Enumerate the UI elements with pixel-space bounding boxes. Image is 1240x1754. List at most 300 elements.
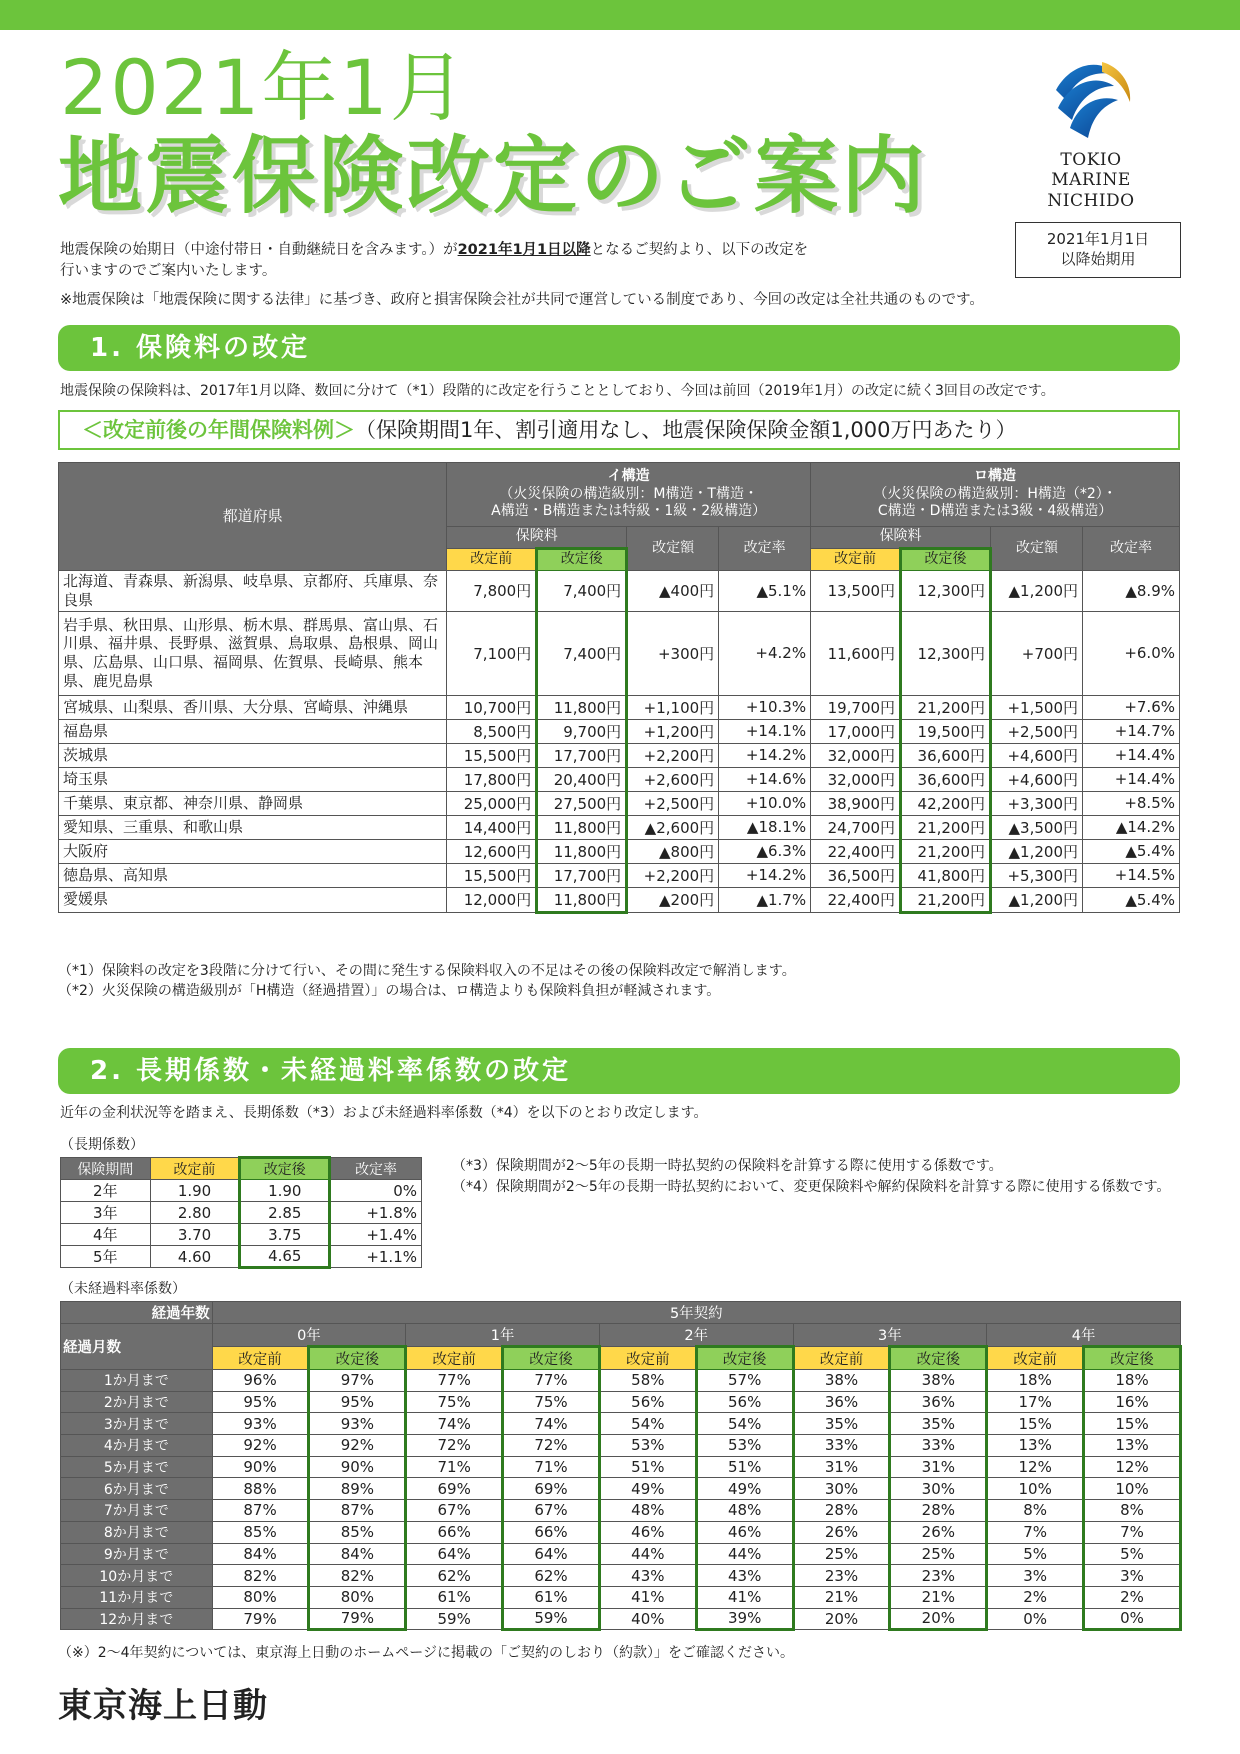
i-before-cell: 7,100円 xyxy=(447,611,537,695)
before-value-cell: 85% xyxy=(212,1521,309,1543)
ro-structure-header xyxy=(811,463,1180,527)
after-value-cell: 18% xyxy=(1084,1370,1181,1392)
section-2-footnote-5: （※）2～4年契約については、東京海上日動のホームページに掲載の「ご契約のしおり（約款）」をご確認ください。 xyxy=(58,1645,794,1661)
after-cell: 1.90 xyxy=(240,1180,330,1202)
before-value-cell: 66% xyxy=(406,1521,503,1543)
after-value-cell: 51% xyxy=(696,1456,793,1478)
before-value-cell: 92% xyxy=(212,1435,309,1457)
ro-after-header: 改定後 xyxy=(901,549,991,571)
footnote-3: （*3）保険期間が2～5年の長期一時払契約の保険料を計算する際に使用する係数です。 xyxy=(452,1158,1003,1174)
after-value-cell: 7% xyxy=(1084,1521,1181,1543)
ro-diff-cell: +5,300円 xyxy=(991,863,1083,887)
prefecture-cell: 宮城県、山梨県、香川県、大分県、宮崎県、沖縄県 xyxy=(59,695,447,719)
i-diff-cell: ▲800円 xyxy=(627,839,719,863)
prefecture-cell: 徳島県、高知県 xyxy=(59,863,447,887)
i-rate-header: 改定率 xyxy=(719,527,811,571)
i-structure-title: イ構造 xyxy=(607,468,650,485)
before-value-cell: 90% xyxy=(212,1456,309,1478)
ro-after-cell: 41,800円 xyxy=(901,863,991,887)
before-value-cell: 2% xyxy=(987,1586,1084,1608)
after-value-cell: 89% xyxy=(309,1478,406,1500)
before-value-cell: 0% xyxy=(987,1608,1084,1630)
before-cell: 4.60 xyxy=(150,1246,240,1268)
premium-row xyxy=(59,611,1180,695)
after-value-cell: 35% xyxy=(890,1413,987,1435)
rate-cell: 0% xyxy=(330,1180,422,1202)
month-cell: 3か月まで xyxy=(61,1413,213,1435)
after-value-cell: 43% xyxy=(696,1565,793,1587)
premium-row xyxy=(59,719,1180,743)
example-text: （保険期間1年、割引適用なし、地震保険保険金額1,000万円あたり） xyxy=(355,418,1017,442)
i-after-cell: 11,800円 xyxy=(537,839,627,863)
long-term-row xyxy=(61,1246,422,1268)
after-value-cell: 31% xyxy=(890,1456,987,1478)
after-value-cell: 2% xyxy=(1084,1586,1181,1608)
long-term-label: （長期係数） xyxy=(60,1137,144,1153)
ro-rate-cell: +14.7% xyxy=(1083,719,1180,743)
after-value-cell: 95% xyxy=(309,1391,406,1413)
prefecture-cell: 岩手県、秋田県、山形県、栃木県、群馬県、富山県、石川県、福井県、長野県、滋賀県、鳥取県、島根県、岡山県、広島県、山口県、福岡県、佐賀県、長崎県、熊本県、鹿児島県 xyxy=(59,611,447,695)
before-value-cell: 41% xyxy=(599,1586,696,1608)
before-value-cell: 38% xyxy=(793,1370,890,1392)
year-4-header: 4年 xyxy=(987,1324,1181,1347)
after-value-cell: 84% xyxy=(309,1543,406,1565)
i-before-cell: 17,800円 xyxy=(447,767,537,791)
after-cell: 2.85 xyxy=(240,1202,330,1224)
ro-rate-header: 改定率 xyxy=(1083,527,1180,571)
ro-diff-cell: ▲3,500円 xyxy=(991,815,1083,839)
after-cell: 4.65 xyxy=(240,1246,330,1268)
premium-table xyxy=(58,462,1180,914)
example-label: ＜改定前後の年間保険料例＞ xyxy=(82,418,355,442)
i-before-cell: 12,600円 xyxy=(447,839,537,863)
intro-before: 地震保険の始期日（中途付帯日・自動継続日を含みます。）が xyxy=(60,242,458,258)
i-before-header: 改定前 xyxy=(447,549,537,571)
after-value-cell: 44% xyxy=(696,1543,793,1565)
after-value-cell: 92% xyxy=(309,1435,406,1457)
ro-after-cell: 21,200円 xyxy=(901,815,991,839)
before-value-cell: 28% xyxy=(793,1500,890,1522)
before-value-cell: 74% xyxy=(406,1413,503,1435)
before-value-cell: 3% xyxy=(987,1565,1084,1587)
intro-line-2: 行いますのでご案内いたします。 xyxy=(60,263,277,280)
unexpired-row xyxy=(61,1608,1181,1630)
unexpired-row xyxy=(61,1521,1181,1543)
ro-before-header: 改定前 xyxy=(811,549,901,571)
i-before-cell: 8,500円 xyxy=(447,719,537,743)
long-term-table-body xyxy=(61,1180,422,1268)
before-value-cell: 8% xyxy=(987,1500,1084,1522)
intro-text xyxy=(60,240,960,282)
unexpired-table-body xyxy=(61,1370,1181,1630)
long-rate-header: 改定率 xyxy=(330,1158,422,1180)
period-cell: 3年 xyxy=(61,1202,151,1224)
premium-row xyxy=(59,571,1180,612)
prefecture-cell: 大阪府 xyxy=(59,839,447,863)
ro-rate-cell: +14.4% xyxy=(1083,743,1180,767)
i-diff-cell: ▲400円 xyxy=(627,571,719,612)
unexpired-label: （未経過料率係数） xyxy=(60,1281,186,1297)
premium-row xyxy=(59,839,1180,863)
i-rate-cell: +14.1% xyxy=(719,719,811,743)
effective-date-box xyxy=(1015,222,1181,278)
after-value-cell: 20% xyxy=(890,1608,987,1630)
company-logo xyxy=(1026,56,1156,211)
footnote-2: （*2）火災保険の構造級別が「H構造（経過措置）」の場合は、ロ構造よりも保険料負担が軽減されます。 xyxy=(58,982,721,999)
before-value-cell: 61% xyxy=(406,1586,503,1608)
after-value-cell: 0% xyxy=(1084,1608,1181,1630)
before-value-cell: 88% xyxy=(212,1478,309,1500)
month-cell: 10か月まで xyxy=(61,1565,213,1587)
i-after-cell: 11,800円 xyxy=(537,695,627,719)
ro-diff-cell: +2,500円 xyxy=(991,719,1083,743)
i-structure-header xyxy=(447,463,811,527)
before-value-cell: 20% xyxy=(793,1608,890,1630)
after-value-cell: 75% xyxy=(503,1391,600,1413)
after-value-cell: 10% xyxy=(1084,1478,1181,1500)
prefecture-cell: 福島県 xyxy=(59,719,447,743)
month-cell: 6か月まで xyxy=(61,1478,213,1500)
ro-after-cell: 36,600円 xyxy=(901,767,991,791)
after-value-cell: 87% xyxy=(309,1500,406,1522)
before-value-cell: 7% xyxy=(987,1521,1084,1543)
unexpired-row xyxy=(61,1543,1181,1565)
after-value-cell: 64% xyxy=(503,1543,600,1565)
before-value-cell: 69% xyxy=(406,1478,503,1500)
before-value-cell: 26% xyxy=(793,1521,890,1543)
i-before-cell: 14,400円 xyxy=(447,815,537,839)
after-value-cell: 67% xyxy=(503,1500,600,1522)
after-header: 改定後 xyxy=(1084,1347,1181,1370)
after-value-cell: 59% xyxy=(503,1608,600,1630)
after-value-cell: 25% xyxy=(890,1543,987,1565)
before-value-cell: 87% xyxy=(212,1500,309,1522)
after-value-cell: 82% xyxy=(309,1565,406,1587)
i-premium-header: 保険料 xyxy=(447,527,627,549)
month-cell: 5か月まで xyxy=(61,1456,213,1478)
after-value-cell: 80% xyxy=(309,1586,406,1608)
ro-diff-cell: ▲1,200円 xyxy=(991,839,1083,863)
unexpired-row xyxy=(61,1370,1181,1392)
after-value-cell: 8% xyxy=(1084,1500,1181,1522)
intro-after: となるご契約より、以下の改定を xyxy=(590,242,809,258)
unexpired-subheader-row xyxy=(61,1347,1181,1370)
before-value-cell: 44% xyxy=(599,1543,696,1565)
ro-rate-cell: +14.5% xyxy=(1083,863,1180,887)
i-after-cell: 17,700円 xyxy=(537,743,627,767)
i-diff-cell: +2,600円 xyxy=(627,767,719,791)
before-value-cell: 64% xyxy=(406,1543,503,1565)
i-diff-cell: +300円 xyxy=(627,611,719,695)
before-value-cell: 25% xyxy=(793,1543,890,1565)
i-after-cell: 9,700円 xyxy=(537,719,627,743)
year-2-header: 2年 xyxy=(599,1324,793,1347)
before-header: 改定前 xyxy=(793,1347,890,1370)
before-value-cell: 59% xyxy=(406,1608,503,1630)
effective-date: 2021年1月1日 xyxy=(1046,230,1150,248)
after-value-cell: 66% xyxy=(503,1521,600,1543)
before-cell: 3.70 xyxy=(150,1224,240,1246)
years-elapsed-header: 経過年数 xyxy=(61,1302,213,1324)
section-2-heading: 2. 長期係数・未経過料率係数の改定 xyxy=(58,1048,1180,1094)
prefecture-cell: 千葉県、東京都、神奈川県、静岡県 xyxy=(59,791,447,815)
before-value-cell: 58% xyxy=(599,1370,696,1392)
i-after-cell: 27,500円 xyxy=(537,791,627,815)
i-rate-cell: +14.2% xyxy=(719,863,811,887)
after-value-cell: 77% xyxy=(503,1370,600,1392)
before-value-cell: 82% xyxy=(212,1565,309,1587)
top-green-bar xyxy=(0,0,1240,30)
after-header: 改定後 xyxy=(309,1347,406,1370)
after-value-cell: 71% xyxy=(503,1456,600,1478)
after-value-cell: 28% xyxy=(890,1500,987,1522)
after-value-cell: 61% xyxy=(503,1586,600,1608)
ro-before-cell: 38,900円 xyxy=(811,791,901,815)
long-term-factor-table xyxy=(60,1156,422,1269)
ro-diff-header: 改定額 xyxy=(991,527,1083,571)
premium-row xyxy=(59,815,1180,839)
i-structure-sub1: （火災保険の構造級別：M構造・T構造・ xyxy=(499,485,758,502)
section-2-description: 近年の金利状況等を踏まえ、長期係数（*3）および未経過料率係数（*4）を以下のとおり改定します。 xyxy=(60,1105,708,1121)
after-value-cell: 56% xyxy=(696,1391,793,1413)
ro-structure-title: ロ構造 xyxy=(974,468,1017,485)
i-diff-cell: ▲200円 xyxy=(627,887,719,912)
period-cell: 2年 xyxy=(61,1180,151,1202)
before-value-cell: 12% xyxy=(987,1456,1084,1478)
unexpired-row xyxy=(61,1413,1181,1435)
after-value-cell: 49% xyxy=(696,1478,793,1500)
after-value-cell: 26% xyxy=(890,1521,987,1543)
ro-rate-cell: +7.6% xyxy=(1083,695,1180,719)
before-value-cell: 56% xyxy=(599,1391,696,1413)
unexpired-rate-table xyxy=(60,1301,1182,1631)
ro-diff-cell: ▲1,200円 xyxy=(991,887,1083,912)
brand-line-2: NICHIDO xyxy=(1047,190,1135,211)
ro-before-cell: 13,500円 xyxy=(811,571,901,612)
rate-cell: +1.8% xyxy=(330,1202,422,1224)
ro-rate-cell: ▲14.2% xyxy=(1083,815,1180,839)
before-value-cell: 36% xyxy=(793,1391,890,1413)
prefecture-header: 都道府県 xyxy=(59,463,447,571)
i-structure-sub2: A構造・B構造または特級・1級・2級構造） xyxy=(491,503,767,520)
before-value-cell: 10% xyxy=(987,1478,1084,1500)
after-value-cell: 57% xyxy=(696,1370,793,1392)
premium-row xyxy=(59,791,1180,815)
before-value-cell: 95% xyxy=(212,1391,309,1413)
after-value-cell: 41% xyxy=(696,1586,793,1608)
ro-before-cell: 19,700円 xyxy=(811,695,901,719)
unexpired-row xyxy=(61,1586,1181,1608)
intro-emphasis: 2021年1月1日以降 xyxy=(457,242,591,258)
ro-rate-cell: +6.0% xyxy=(1083,611,1180,695)
i-after-cell: 20,400円 xyxy=(537,767,627,791)
title-date: 2021年1月 xyxy=(60,43,468,132)
i-diff-cell: +1,100円 xyxy=(627,695,719,719)
ro-after-cell: 19,500円 xyxy=(901,719,991,743)
premium-row xyxy=(59,767,1180,791)
prefecture-cell: 北海道、青森県、新潟県、岐阜県、京都府、兵庫県、奈良県 xyxy=(59,571,447,612)
ro-after-cell: 12,300円 xyxy=(901,611,991,695)
premium-table-body xyxy=(59,571,1180,913)
before-value-cell: 79% xyxy=(212,1608,309,1630)
ro-before-cell: 22,400円 xyxy=(811,839,901,863)
i-diff-cell: +1,200円 xyxy=(627,719,719,743)
long-after-header: 改定後 xyxy=(240,1158,330,1180)
ro-after-cell: 42,200円 xyxy=(901,791,991,815)
before-value-cell: 48% xyxy=(599,1500,696,1522)
after-value-cell: 12% xyxy=(1084,1456,1181,1478)
i-after-cell: 11,800円 xyxy=(537,887,627,912)
i-before-cell: 12,000円 xyxy=(447,887,537,912)
section-1-description: 地震保険の保険料は、2017年1月以降、数回に分けて（*1）段階的に改定を行うこととしており、今回は前回（2019年1月）の改定に続く3回目の改定です。 xyxy=(60,383,1055,399)
before-value-cell: 77% xyxy=(406,1370,503,1392)
ro-after-cell: 12,300円 xyxy=(901,571,991,612)
month-cell: 1か月まで xyxy=(61,1370,213,1392)
before-value-cell: 51% xyxy=(599,1456,696,1478)
before-value-cell: 5% xyxy=(987,1543,1084,1565)
after-value-cell: 13% xyxy=(1084,1435,1181,1457)
long-term-row xyxy=(61,1224,422,1246)
after-value-cell: 62% xyxy=(503,1565,600,1587)
premium-row xyxy=(59,863,1180,887)
after-header: 改定後 xyxy=(696,1347,793,1370)
ro-before-cell: 17,000円 xyxy=(811,719,901,743)
before-header: 改定前 xyxy=(212,1347,309,1370)
ro-before-cell: 11,600円 xyxy=(811,611,901,695)
after-value-cell: 90% xyxy=(309,1456,406,1478)
i-rate-cell: +4.2% xyxy=(719,611,811,695)
i-before-cell: 10,700円 xyxy=(447,695,537,719)
after-value-cell: 3% xyxy=(1084,1565,1181,1587)
before-value-cell: 46% xyxy=(599,1521,696,1543)
long-before-header: 改定前 xyxy=(150,1158,240,1180)
before-value-cell: 49% xyxy=(599,1478,696,1500)
before-cell: 1.90 xyxy=(150,1180,240,1202)
i-after-cell: 17,700円 xyxy=(537,863,627,887)
year-1-header: 1年 xyxy=(406,1324,600,1347)
ro-diff-cell: +3,300円 xyxy=(991,791,1083,815)
long-term-row xyxy=(61,1202,422,1224)
before-value-cell: 40% xyxy=(599,1608,696,1630)
unexpired-row xyxy=(61,1435,1181,1457)
ro-diff-cell: +4,600円 xyxy=(991,743,1083,767)
before-value-cell: 67% xyxy=(406,1500,503,1522)
after-value-cell: 30% xyxy=(890,1478,987,1500)
before-header: 改定前 xyxy=(599,1347,696,1370)
after-value-cell: 48% xyxy=(696,1500,793,1522)
rate-cell: +1.4% xyxy=(330,1224,422,1246)
i-after-cell: 7,400円 xyxy=(537,611,627,695)
ro-diff-cell: +1,500円 xyxy=(991,695,1083,719)
long-term-row xyxy=(61,1180,422,1202)
after-header: 改定後 xyxy=(503,1347,600,1370)
section-2-footnotes xyxy=(452,1156,1182,1198)
after-value-cell: 38% xyxy=(890,1370,987,1392)
ro-after-cell: 21,200円 xyxy=(901,887,991,912)
i-before-cell: 25,000円 xyxy=(447,791,537,815)
before-value-cell: 21% xyxy=(793,1586,890,1608)
prefecture-cell: 埼玉県 xyxy=(59,767,447,791)
after-value-cell: 79% xyxy=(309,1608,406,1630)
before-value-cell: 93% xyxy=(212,1413,309,1435)
i-after-cell: 11,800円 xyxy=(537,815,627,839)
prefecture-cell: 愛知県、三重県、和歌山県 xyxy=(59,815,447,839)
year-3-header: 3年 xyxy=(793,1324,987,1347)
after-value-cell: 5% xyxy=(1084,1543,1181,1565)
period-cell: 5年 xyxy=(61,1246,151,1268)
after-value-cell: 39% xyxy=(696,1608,793,1630)
logo-mark-icon xyxy=(1048,56,1134,142)
after-header: 改定後 xyxy=(890,1347,987,1370)
after-value-cell: 23% xyxy=(890,1565,987,1587)
i-diff-cell: +2,500円 xyxy=(627,791,719,815)
after-value-cell: 72% xyxy=(503,1435,600,1457)
year-0-header: 0年 xyxy=(212,1324,406,1347)
months-elapsed-header: 経過月数 xyxy=(61,1324,213,1370)
month-cell: 8か月まで xyxy=(61,1521,213,1543)
after-value-cell: 85% xyxy=(309,1521,406,1543)
after-value-cell: 69% xyxy=(503,1478,600,1500)
i-rate-cell: +14.6% xyxy=(719,767,811,791)
rate-cell: +1.1% xyxy=(330,1246,422,1268)
i-diff-cell: +2,200円 xyxy=(627,743,719,767)
after-value-cell: 46% xyxy=(696,1521,793,1543)
month-cell: 9か月まで xyxy=(61,1543,213,1565)
prefecture-cell: 愛媛県 xyxy=(59,887,447,912)
before-value-cell: 62% xyxy=(406,1565,503,1587)
footnote-4: （*4）保険期間が2～5年の長期一時払契約において、変更保険料や解約保険料を計算する際に使用する係数です。 xyxy=(452,1179,1171,1195)
ro-before-cell: 22,400円 xyxy=(811,887,901,912)
before-header: 改定前 xyxy=(406,1347,503,1370)
i-rate-cell: ▲1.7% xyxy=(719,887,811,912)
ro-after-cell: 21,200円 xyxy=(901,695,991,719)
before-value-cell: 84% xyxy=(212,1543,309,1565)
i-diff-cell: +2,200円 xyxy=(627,863,719,887)
before-cell: 2.80 xyxy=(150,1202,240,1224)
i-rate-cell: ▲18.1% xyxy=(719,815,811,839)
after-value-cell: 54% xyxy=(696,1413,793,1435)
ro-diff-cell: +4,600円 xyxy=(991,767,1083,791)
i-before-cell: 15,500円 xyxy=(447,743,537,767)
ro-after-cell: 21,200円 xyxy=(901,839,991,863)
before-value-cell: 15% xyxy=(987,1413,1084,1435)
month-cell: 7か月まで xyxy=(61,1500,213,1522)
before-value-cell: 72% xyxy=(406,1435,503,1457)
before-value-cell: 23% xyxy=(793,1565,890,1587)
section-1-footnotes xyxy=(58,962,1178,1001)
unexpired-row xyxy=(61,1456,1181,1478)
before-value-cell: 43% xyxy=(599,1565,696,1587)
after-value-cell: 15% xyxy=(1084,1413,1181,1435)
ro-after-cell: 36,600円 xyxy=(901,743,991,767)
i-before-cell: 7,800円 xyxy=(447,571,537,612)
after-value-cell: 93% xyxy=(309,1413,406,1435)
effective-date-note: 以降始期用 xyxy=(1060,250,1136,269)
before-value-cell: 17% xyxy=(987,1391,1084,1413)
i-before-cell: 15,500円 xyxy=(447,863,537,887)
ro-before-cell: 32,000円 xyxy=(811,767,901,791)
ro-rate-cell: +14.4% xyxy=(1083,767,1180,791)
premium-example-caption xyxy=(58,410,1180,450)
month-cell: 4か月まで xyxy=(61,1435,213,1457)
after-value-cell: 53% xyxy=(696,1435,793,1457)
premium-row xyxy=(59,743,1180,767)
ro-rate-cell: +8.5% xyxy=(1083,791,1180,815)
after-value-cell: 36% xyxy=(890,1391,987,1413)
period-cell: 4年 xyxy=(61,1224,151,1246)
month-cell: 2か月まで xyxy=(61,1391,213,1413)
before-value-cell: 71% xyxy=(406,1456,503,1478)
